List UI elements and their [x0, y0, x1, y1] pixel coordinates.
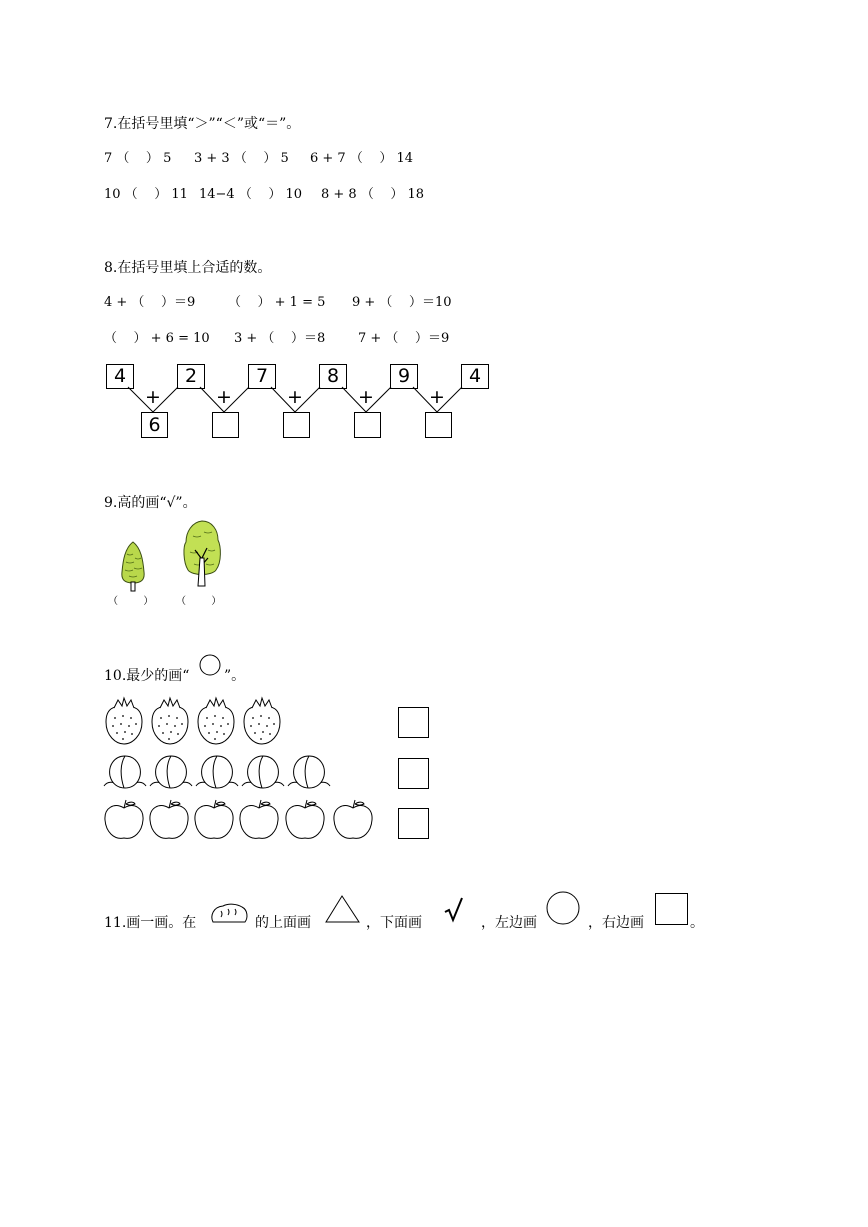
q7-r2-a: 10 （ ） 11 [104, 187, 188, 202]
top-number-box-6: 4 [461, 364, 489, 389]
peach-row [102, 750, 342, 796]
q7-r1-a: 7 （ ） 5 [104, 151, 172, 166]
q11-text-5: ，右边画 [588, 915, 644, 931]
bottom-answer-box-5[interactable] [425, 412, 452, 438]
q7-title: 7.在括号里填“＞”“＜”或“＝”。 [104, 116, 301, 132]
q7-r1-c: 6 + 7 （ ） 14 [310, 151, 414, 166]
apple-icon [105, 800, 143, 838]
apple-icon [286, 800, 324, 838]
apple-answer-box[interactable] [398, 808, 429, 839]
circle-symbol-icon [199, 654, 221, 676]
bottom-answer-box-2[interactable] [212, 412, 239, 438]
q11-text-3: ，下面画 [366, 915, 422, 931]
strawberry-icon [152, 698, 188, 744]
q8-r2-b: 3 + （ ）＝8 [234, 331, 326, 346]
peach-icon [288, 756, 330, 788]
bottom-answer-box-1[interactable]: 6 [141, 412, 168, 438]
apple-row [102, 798, 382, 844]
q10-title-left: 10.最少的画“ [104, 668, 190, 684]
bread-icon [209, 902, 249, 926]
top-number-box-5: 9 [390, 364, 418, 389]
strawberry-row [102, 696, 302, 748]
strawberry-answer-box[interactable] [398, 707, 429, 738]
plus-sign-2: + [216, 386, 232, 408]
peach-icon [196, 756, 238, 788]
q7-r2-c: 8 + 8 （ ） 18 [321, 187, 425, 202]
plus-sign-1: + [145, 386, 161, 408]
strawberry-icon [198, 698, 234, 744]
top-number-box-1: 4 [106, 364, 134, 389]
tall-tree-answer-paren[interactable]: （ ） [176, 596, 222, 607]
short-tree-answer-paren[interactable]: （ ） [108, 596, 154, 607]
peach-icon [242, 756, 284, 788]
q8-r1-b: （ ） + 1 = 5 [228, 295, 326, 310]
top-number-box-3: 7 [248, 364, 276, 389]
q8-r1-c: 9 + （ ）＝10 [352, 295, 452, 310]
q11-text-6: 。 [690, 915, 704, 931]
q11-text-4: ，左边画 [481, 915, 537, 931]
plus-sign-4: + [358, 386, 374, 408]
strawberry-icon [244, 698, 280, 744]
q11-text-2: 的上面画 [255, 915, 311, 931]
plus-sign-3: + [287, 386, 303, 408]
circle-icon [545, 891, 581, 925]
q8-title: 8.在括号里填上合适的数。 [104, 260, 272, 276]
bottom-answer-box-4[interactable] [354, 412, 381, 438]
checkmark-icon [443, 896, 465, 924]
top-number-box-4: 8 [319, 364, 347, 389]
q8-r1-a: 4 + （ ）＝9 [104, 295, 196, 310]
apple-icon [240, 800, 278, 838]
q9-title: 9.高的画“√”。 [104, 495, 197, 511]
q10-title-right: ”。 [224, 668, 246, 684]
peach-icon [104, 756, 146, 788]
apple-icon [195, 800, 233, 838]
triangle-icon [325, 894, 361, 924]
apple-icon [150, 800, 188, 838]
peach-answer-box[interactable] [398, 758, 429, 789]
square-icon [655, 893, 688, 925]
plus-sign-5: + [429, 386, 445, 408]
strawberry-icon [106, 698, 142, 744]
q8-r2-a: （ ） + 6 = 10 [104, 331, 210, 346]
q11-text-1: 11.画一画。在 [104, 915, 197, 931]
top-number-box-2: 2 [177, 364, 205, 389]
apple-icon [334, 800, 372, 838]
bottom-answer-box-3[interactable] [283, 412, 310, 438]
q7-r1-b: 3 + 3 （ ） 5 [194, 151, 289, 166]
peach-icon [150, 756, 192, 788]
q8-r2-c: 7 + （ ）＝9 [358, 331, 450, 346]
q7-r2-b: 14−4 （ ） 10 [199, 187, 303, 202]
short-tree-icon [115, 538, 155, 598]
tall-tree-icon [180, 518, 230, 590]
